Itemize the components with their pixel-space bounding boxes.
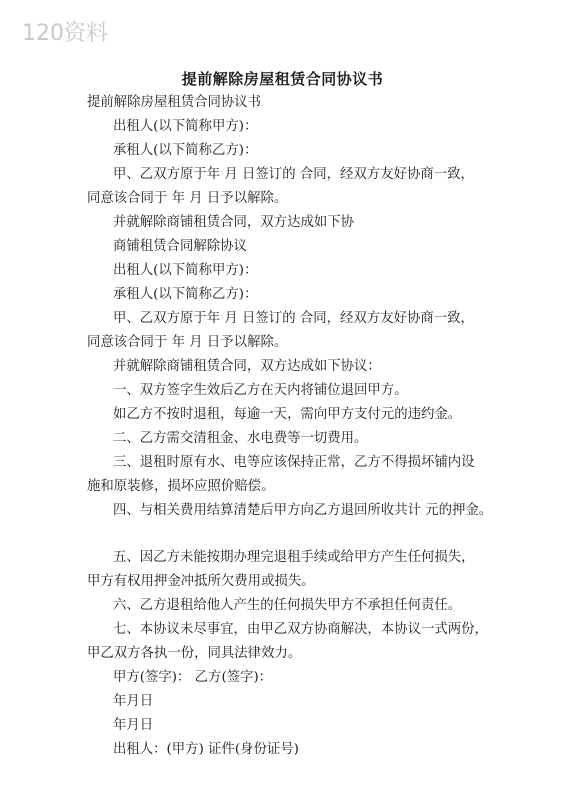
body-line: 年月日 [113, 718, 154, 733]
body-line: 甲、乙双方原于年 月 日签订的 合同，经双方友好协商一致， [113, 167, 474, 182]
body-line: 三、退租时原有水、电等应该保持正常，乙方不得损坏铺内设 [113, 455, 475, 470]
document-title: 提前解除房屋租赁合同协议书 [181, 70, 384, 88]
body-line: 并就解除商铺租赁合同，双方达成如下协 [113, 215, 355, 230]
body-line: 出租人(以下简称甲方)： [113, 119, 258, 134]
body-line: 承租人(以下简称乙方)： [113, 143, 258, 158]
body-line: 甲乙双方各执一份，同具法律效力。 [87, 646, 302, 661]
body-line: 甲方(签字)： 乙方(签字)： [113, 670, 273, 685]
body-line: 甲、乙双方原于年 月 日签订的 合同，经双方友好协商一致， [113, 311, 474, 326]
body-line: 并就解除商铺租赁合同，双方达成如下协议： [113, 359, 381, 374]
body-line: 七、本协议未尽事宜，由甲乙双方协商解决，本协议一式两份， [113, 622, 488, 637]
body-line: 出租人：(甲方) 证件(身份证号) [113, 742, 299, 757]
body-line: 年月日 [113, 694, 154, 709]
body-line: 二、乙方需交清租金、水电费等一切费用。 [113, 431, 368, 446]
body-line: 承租人(以下简称乙方)： [113, 287, 258, 302]
body-line: 四、与相关费用结算清楚后甲方向乙方退回所收共计 元的押金。 [113, 503, 493, 518]
body-line: 一、双方签字生效后乙方在天内将铺位退回甲方。 [113, 383, 408, 398]
body-line: 提前解除房屋租赁合同协议书 [87, 95, 262, 110]
body-line: 施和原装修，损坏应照价赔偿。 [87, 479, 275, 494]
body-line: 同意该合同于 年 月 日予以解除。 [87, 335, 288, 350]
body-line: 同意该合同于 年 月 日予以解除。 [87, 191, 288, 206]
body-line: 甲方有权用押金冲抵所欠费用或损失。 [87, 574, 315, 589]
body-line: 六、乙方退租给他人产生的任何损失甲方不承担任何责任。 [113, 598, 462, 613]
watermark: 120资料 [22, 21, 108, 46]
body-line: 商铺租赁合同解除协议 [113, 239, 247, 254]
body-line: 如乙方不按时退租，每逾一天，需向甲方支付元的违约金。 [113, 407, 462, 422]
body-line: 五、因乙方未能按期办理完退租手续或给甲方产生任何损失， [113, 550, 475, 565]
body-line: 出租人(以下简称甲方)： [113, 263, 258, 278]
